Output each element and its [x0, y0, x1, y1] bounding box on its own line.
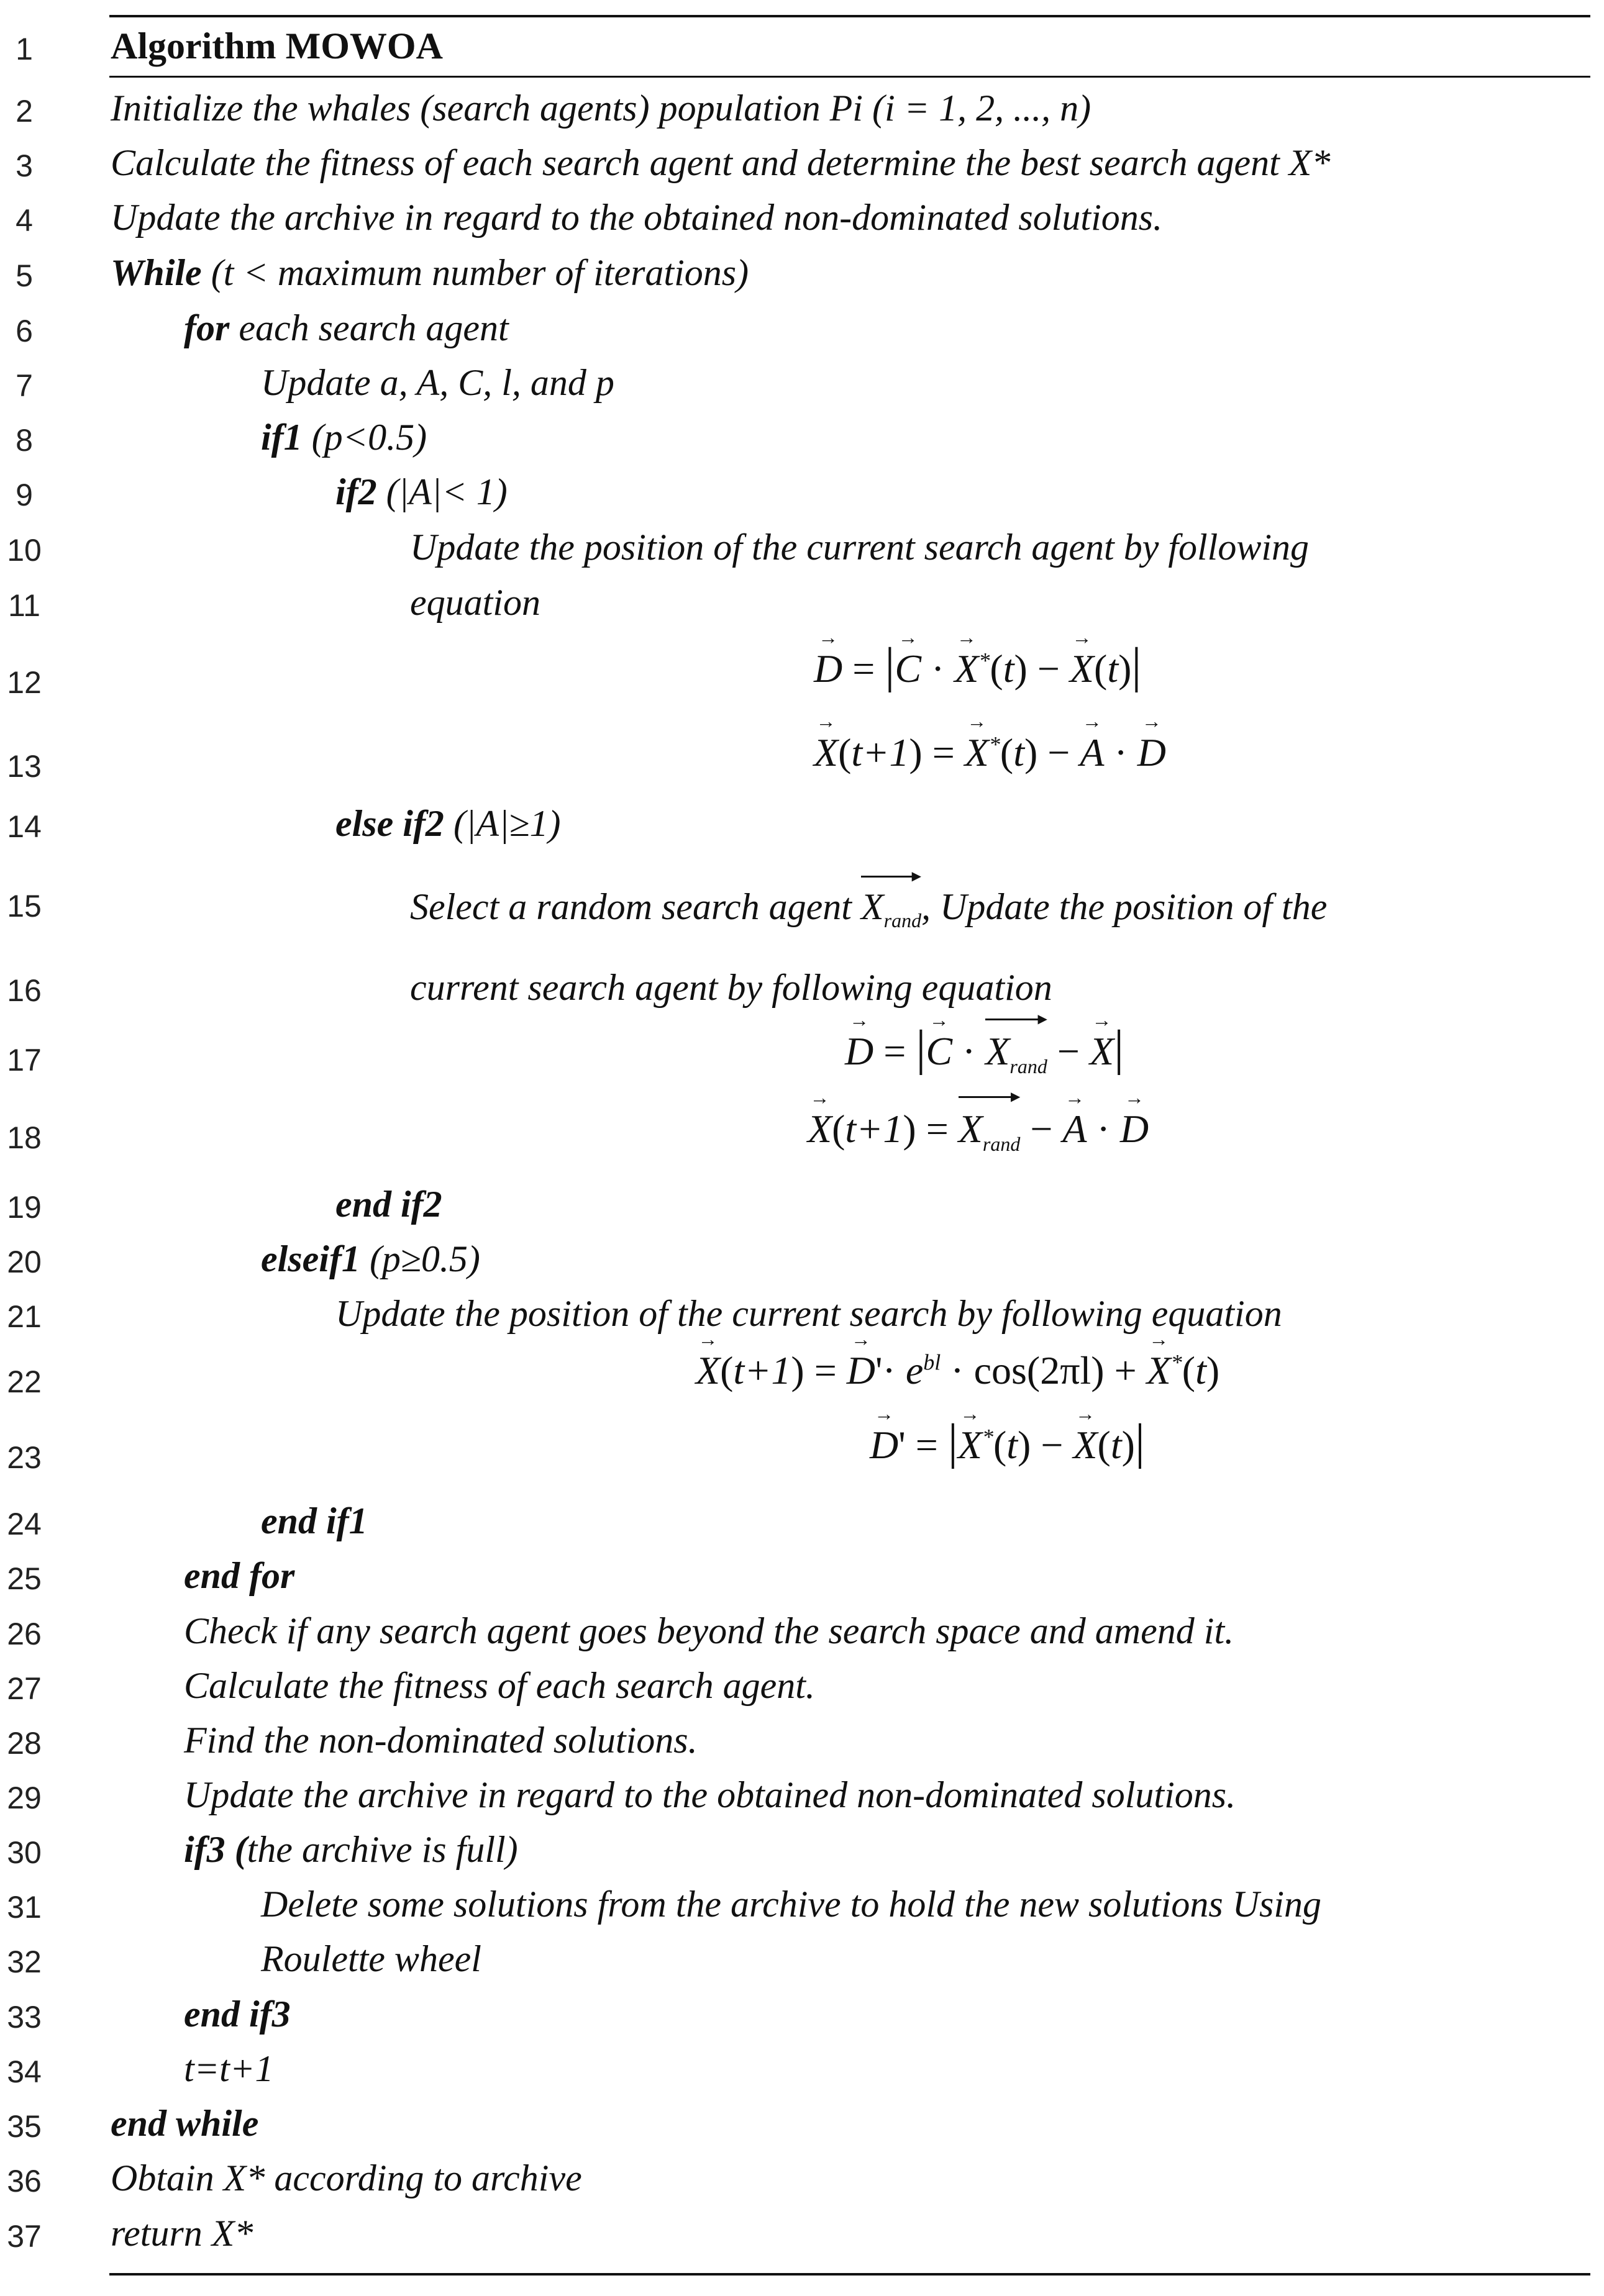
- line-number: 14: [7, 809, 42, 844]
- line-9: [335, 471, 508, 514]
- vec-x: → X: [1147, 1348, 1171, 1394]
- keyword-if3: if3 (: [184, 1829, 247, 1870]
- line-6: [184, 307, 509, 350]
- line-15: [410, 882, 1327, 932]
- line-31: Delete some solutions from the archive to hold the new solutions Using: [261, 1884, 1322, 1925]
- line-number: 31: [7, 1890, 42, 1925]
- keyword-while: While: [111, 252, 202, 293]
- line-number: 30: [7, 1835, 42, 1870]
- line-number: 16: [7, 973, 42, 1008]
- line-number: 27: [7, 1671, 42, 1706]
- line-30: [184, 1828, 518, 1871]
- line-number: 29: [7, 1781, 42, 1815]
- algorithm-title: Algorithm MOWOA: [111, 25, 443, 66]
- equation-13: → X(t+1) = → X*(t) − → A · → D: [814, 730, 1166, 776]
- keyword-if2: if2: [335, 471, 377, 512]
- line-28: Find the non-dominated solutions.: [184, 1720, 698, 1761]
- vec-x: → X: [954, 646, 978, 692]
- line-number: 24: [7, 1507, 42, 1541]
- line-15-text-b: , Update the position of the: [921, 886, 1328, 927]
- equation-23: → D' = |→ X*(t) − → X(t)|: [870, 1422, 1145, 1468]
- x-rand: [959, 1102, 1021, 1156]
- line-number: 23: [7, 1440, 42, 1475]
- equation-22: → X(t+1) = → $D'\cdot e^{bl} \cdot \cos(2\pi l)$ + → X*(t): [696, 1348, 1219, 1394]
- vec-a: → A: [1080, 730, 1104, 776]
- line-35: end while: [111, 2103, 259, 2144]
- vec-x: → X: [808, 1106, 832, 1152]
- line-20: [261, 1238, 480, 1281]
- var-t: t: [1003, 647, 1014, 691]
- star-sup: *: [1170, 1350, 1182, 1375]
- keyword-if1: if1: [261, 417, 303, 458]
- line-4: Update the archive in regard to the obtained non-dominated solutions.: [111, 197, 1163, 238]
- line-number: 2: [16, 94, 33, 129]
- line-number: 21: [7, 1299, 42, 1334]
- line-5: [111, 252, 749, 294]
- line-number: 4: [16, 203, 33, 238]
- exp-sup: bl: [923, 1350, 941, 1375]
- line-number: 7: [16, 368, 33, 403]
- line-37: return X*: [111, 2213, 253, 2254]
- line-number: 1: [16, 32, 33, 66]
- equation-17: → D = |→ $C \cdot X_{rand}$ ▶ − → X|: [845, 1025, 1124, 1078]
- var-t-plus-1: t+1: [733, 1348, 791, 1392]
- star-sup: *: [988, 732, 1000, 757]
- line-number: 37: [7, 2219, 42, 2254]
- vec-c: → C: [926, 1028, 952, 1074]
- line-36: Obtain X* according to archive: [111, 2158, 582, 2198]
- vec-d: → D: [814, 646, 842, 692]
- title-rule: [109, 76, 1590, 78]
- line-14-text: (|A|≥1): [444, 803, 561, 844]
- line-number: 17: [7, 1043, 42, 1078]
- line-7: Update a, A, C, l, and p: [261, 362, 614, 403]
- line-20-text: (p≥0.5): [360, 1238, 480, 1279]
- line-16: current search agent by following equation: [410, 967, 1052, 1008]
- bottom-rule: [109, 2273, 1590, 2276]
- line-11: equation: [410, 582, 540, 623]
- vec-c: → C: [895, 646, 921, 692]
- line-number: 11: [8, 588, 40, 623]
- line-number: 32: [7, 1944, 42, 1979]
- exp-base: e: [905, 1348, 924, 1392]
- line-21: Update the position of the current search by following equation: [335, 1293, 1282, 1334]
- line-27: Calculate the fitness of each search agent.: [184, 1665, 815, 1706]
- vec-x: → X: [965, 730, 989, 776]
- top-rule: [109, 15, 1590, 17]
- keyword-for: for: [184, 307, 230, 348]
- vec-x: → X: [696, 1348, 720, 1394]
- vec-x: → X: [1070, 646, 1094, 692]
- line-number: 12: [7, 665, 42, 700]
- line-30-text: the archive is full): [247, 1829, 518, 1870]
- vec-d: → D: [845, 1028, 873, 1074]
- line-number: 6: [16, 314, 33, 348]
- prime: ': [898, 1423, 906, 1467]
- line-number: 20: [7, 1245, 42, 1279]
- line-5-text: (t < maximum number of iterations): [201, 252, 749, 293]
- line-25: end for: [184, 1555, 295, 1596]
- vec-x: → X: [814, 730, 838, 776]
- line-33: end if3: [184, 1994, 291, 2035]
- var-t: t: [1006, 1423, 1018, 1467]
- line-number: 22: [7, 1364, 42, 1399]
- line-number: 9: [16, 478, 33, 512]
- vec-d: → D: [870, 1422, 898, 1468]
- line-34: t=t+1: [184, 2048, 274, 2089]
- x-rand: [985, 1025, 1047, 1078]
- x-rand: [861, 882, 921, 932]
- line-8: [261, 416, 427, 459]
- line-number: 18: [7, 1120, 42, 1155]
- line-32: Roulette wheel: [261, 1938, 481, 1979]
- vec-d: → D: [1137, 730, 1166, 776]
- line-3: Calculate the fitness of each search agent and determine the best search agent X*: [111, 142, 1331, 183]
- line-9-text: (|A|< 1): [376, 471, 508, 512]
- var-t: t: [1013, 730, 1024, 774]
- line-14: [335, 802, 560, 845]
- line-number: 5: [16, 258, 33, 293]
- keyword-else-if2: else if2: [335, 803, 444, 844]
- x-rand-base: X: [985, 1029, 1010, 1073]
- var-t: t: [1110, 1423, 1122, 1467]
- star-sup: *: [978, 648, 990, 673]
- line-number: 25: [7, 1561, 42, 1596]
- line-number: 34: [7, 2054, 42, 2089]
- line-2: Initialize the whales (search agents) population Pi (i = 1, 2, ..., n): [111, 88, 1091, 129]
- rand-sub: rand: [1009, 1055, 1047, 1078]
- prime: ': [875, 1348, 883, 1392]
- line-29: Update the archive in regard to the obtained non-dominated solutions.: [184, 1774, 1236, 1815]
- line-number: 33: [7, 2000, 42, 2035]
- equation-12: → D = |→ C · → X*(t) − → X(t)|: [814, 646, 1141, 692]
- rand-sub: rand: [883, 909, 922, 932]
- var-t: t: [1107, 647, 1119, 691]
- line-number: 19: [7, 1190, 42, 1225]
- vec-d: → D: [847, 1348, 875, 1394]
- line-15-text-a: Select a random search agent: [410, 886, 861, 927]
- line-number: 13: [7, 749, 42, 784]
- line-number: 3: [16, 148, 33, 183]
- var-t-plus-1: t+1: [851, 730, 909, 774]
- x-rand-base: X: [860, 886, 884, 927]
- vec-a: → A: [1062, 1106, 1087, 1152]
- line-number: 10: [7, 533, 42, 568]
- vec-x: → X: [1090, 1028, 1114, 1074]
- cos-term: cos(2πl): [973, 1348, 1105, 1392]
- vec-d: → D: [1120, 1106, 1149, 1152]
- x-rand-base: X: [958, 1107, 983, 1151]
- line-number: 36: [7, 2164, 42, 2198]
- line-number: 35: [7, 2109, 42, 2144]
- line-number: 28: [7, 1726, 42, 1761]
- line-number: 8: [16, 423, 33, 458]
- line-number: 15: [7, 889, 42, 923]
- line-19: end if2: [335, 1184, 442, 1225]
- keyword-elseif1: elseif1: [261, 1238, 360, 1279]
- line-26: Check if any search agent goes beyond the search space and amend it.: [184, 1610, 1234, 1651]
- line-10: Update the position of the current search agent by following: [410, 527, 1310, 568]
- equation-18: → $X(t+1) = X_{rand}$ ▶ − → A · → D: [808, 1102, 1149, 1156]
- line-24: end if1: [261, 1500, 368, 1541]
- line-6-text: each search agent: [229, 307, 509, 348]
- var-t-plus-1: t+1: [845, 1107, 903, 1151]
- line-8-text: (p<0.5): [302, 417, 427, 458]
- vec-x: → X: [958, 1422, 982, 1468]
- line-number: 26: [7, 1617, 42, 1651]
- star-sup: *: [982, 1424, 993, 1450]
- rand-sub: rand: [982, 1132, 1021, 1155]
- vec-x: → X: [1073, 1422, 1097, 1468]
- var-t: t: [1195, 1348, 1206, 1392]
